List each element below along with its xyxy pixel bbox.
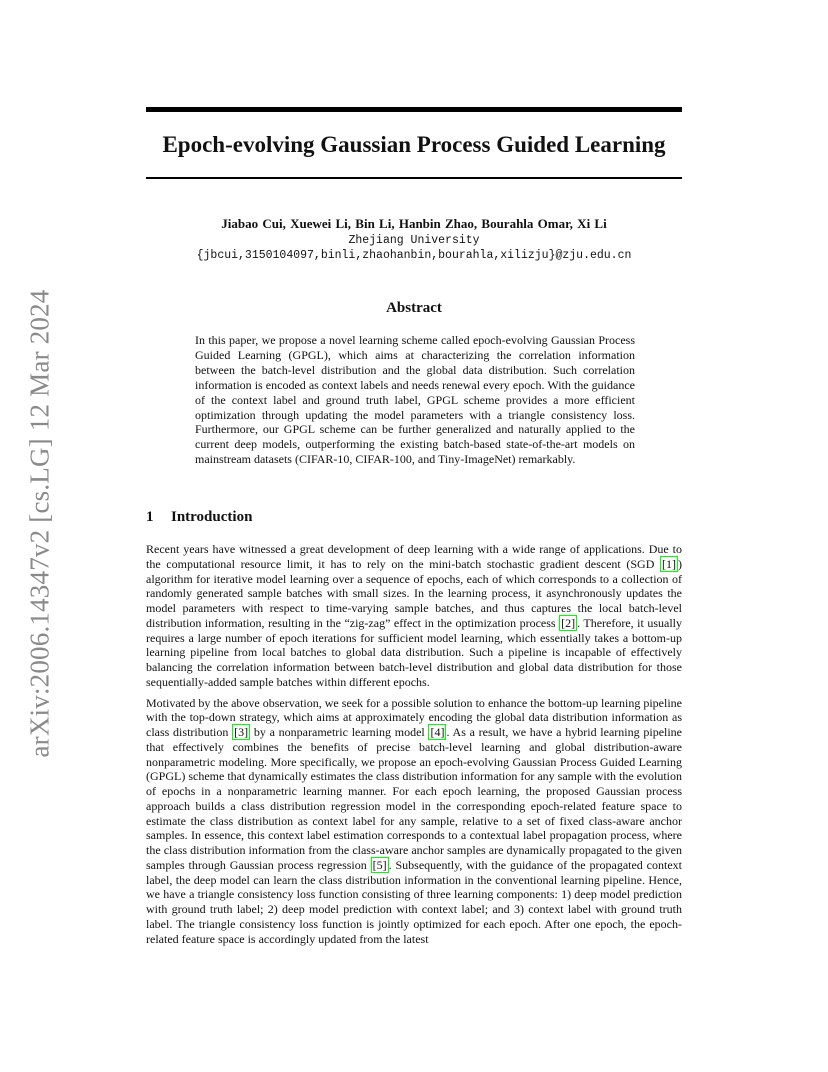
citation-link-5[interactable]: [5] xyxy=(372,857,387,872)
citation-link-1[interactable]: [1] xyxy=(662,556,676,571)
paragraph-text: . Subsequently, with the guidance of the propagated context label, the deep model can learn the class distribution information in the conventional learning pipeline. Hence, we have a triangle consistency loss function consisting of three learning components: 1) deep model prediction with ground truth label; 2) deep model prediction with context label; and 3) context label with ground truth label. The triangle consistency loss function is jointly optimized for each epoch. After one epoch, the epoch-related feature space is accordingly updated from the latest xyxy=(146,857,682,946)
paragraph-text: . As a result, we have a hybrid learning pipeline that effectively combines the benefits of precise batch-level learning and global distribution-aware nonparametric modeling. More specifically, we propose an epoch-evolving Gaussian Process Guided Learning (GPGL) scheme that dynamically estimates the class distribution information for any sample with the evolution of epochs in a nonparametric learning manner. For each epoch learning, the proposed Gaussian process approach builds a class distribution regression model in the corresponding epoch-related feature space to estimate the class distribution as context label for any sample, relative to a set of fixed class-aware anchor samples. In essence, this context label estimation corresponds to a contextual label propagation process, where the class distribution information from the class-aware anchor samples are dynamically propagated to the given samples through Gaussian process regression xyxy=(146,725,683,872)
paragraph-text: . Therefore, it usually requires a large number of epoch iterations for sufficient model learning, which essentially takes a bottom-up learning pipeline from local batches to global data distribution. Such a pipeline is incapable of effectively balancing the correlation information between batch-level distribution and global data distribution for those sequentially-added sample batches within different epochs. xyxy=(146,615,682,689)
abstract-heading: Abstract xyxy=(386,300,442,316)
arxiv-sidebar-stamp xyxy=(18,285,62,761)
author-affiliation: Zhejiang University xyxy=(348,234,480,247)
paragraph-text: ) algorithm for iterative model learning over a sequence of epochs, each of which corresponds to a collection of randomly generated sample batches with small sizes. In the learning process, it asynchronously updates the model parameters with respect to time-varying sample batches, and thus captures the local batch-level distribution information, resulting in the “zig-zag” effect in the optimization process xyxy=(146,556,682,630)
title-bottom-rule xyxy=(146,177,682,179)
author-list: Jiabao Cui, Xuewei Li, Bin Li, Hanbin Zhao, Bourahla Omar, Xi Li xyxy=(221,216,607,231)
paragraph-text: Motivated by the above observation, we seek for a possible solution to enhance the bottom-up learning pipeline with the top-down strategy, which aims at approximately encoding the global data distribution information as class distribution xyxy=(146,695,682,739)
introduction-paragraph-2 xyxy=(146,696,682,947)
paragraph-text: by a nonparametric learning model xyxy=(250,725,429,739)
arxiv-identifier: arXiv:2006.14347v2 [cs.LG] 12 Mar 2024 xyxy=(24,288,55,758)
introduction-body xyxy=(146,542,682,952)
paragraph-text: Recent years have witnessed a great development of deep learning with a wide range of applications. Due to the computational resource limit, it has to rely on the mini-batch stochastic gradient descent (SGD xyxy=(146,542,682,571)
section-title: Introduction xyxy=(171,509,253,525)
introduction-paragraph-1 xyxy=(146,542,682,690)
introduction-heading xyxy=(146,508,682,526)
title-top-rule xyxy=(146,107,682,112)
citation-link-4[interactable]: [4] xyxy=(430,725,445,739)
section-number: 1 xyxy=(146,509,154,525)
citation-link-2[interactable]: [2] xyxy=(561,615,576,630)
author-emails: {jbcui,3150104097,binli,zhaohanbin,bourahla,xilizju}@zju.edu.cn xyxy=(196,249,632,262)
paper-title: Epoch-evolving Gaussian Process Guided Learning xyxy=(162,132,666,157)
abstract-body: In this paper, we propose a novel learning scheme called epoch-evolving Gaussian Process Guided Learning (GPGL), which aims at characterizing the correlation information between the batch-level distribution and the global data distribution. Such correlation information is encoded as context labels and needs renewal every epoch. With the guidance of the context label and ground truth label, GPGL scheme provides a more efficient optimization through updating the model parameters with a triangle consistency loss. Furthermore, our GPGL scheme can be further generalized and naturally applied to the current deep models, outperforming the existing batch-based state-of-the-art models on mainstream datasets (CIFAR-10, CIFAR-100, and Tiny-ImageNet) remarkably. xyxy=(195,333,635,467)
citation-link-3[interactable]: [3] xyxy=(234,725,249,739)
